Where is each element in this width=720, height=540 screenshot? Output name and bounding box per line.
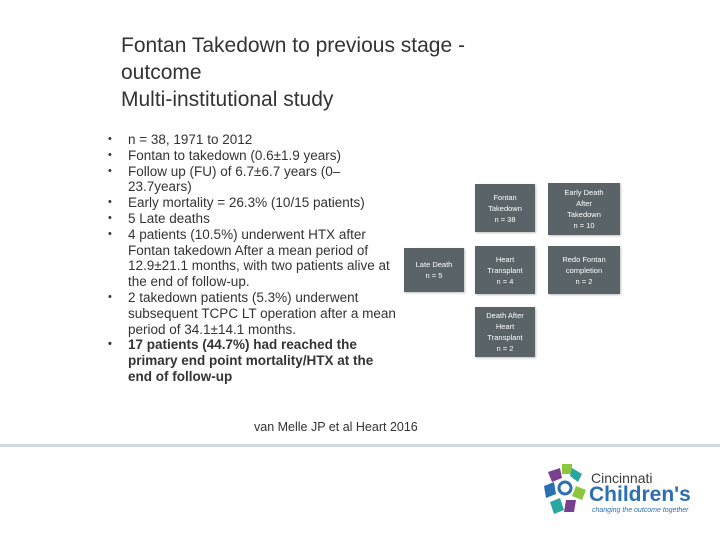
box-fontan-takedown (475, 184, 535, 232)
box-redo-fontan (548, 246, 620, 294)
box-death-after-ht-label: Death After Heart Transplant n = 2 (486, 311, 524, 353)
box-redo-fontan-label: Redo Fontan completion n = 2 (562, 254, 606, 286)
box-late-death (404, 248, 464, 292)
title-line-1: Fontan Takedown to previous stage - (121, 34, 465, 57)
bullet-item: • n = 38, 1971 to 2012 (108, 132, 398, 148)
box-heart-transplant (475, 246, 535, 294)
box-early-death-label: Early Death After Takedown n = 10 (564, 188, 604, 230)
logo-tagline: changing the outcome together (592, 507, 689, 514)
box-heart-transplant-label: Heart Transplant n = 4 (487, 254, 523, 286)
title-line-3: Multi-institutional study (121, 88, 334, 111)
logo-text-line1: Cincinnati (591, 470, 653, 486)
childrens-logo-icon (540, 460, 590, 520)
citation: van Melle JP et al Heart 2016 (254, 420, 418, 434)
cincinnati-childrens-logo (540, 458, 700, 518)
logo-text-line2: Children's (589, 483, 691, 506)
bullet-item: • 4 patients (10.5%) underwent HTX after Fontan takedown After a mean period of 12.9±21.1 months, with two patients alive at the end of follow-up. (108, 227, 398, 290)
box-death-after-heart-transplant (475, 307, 535, 357)
slide-title (121, 32, 551, 113)
box-fontan-takedown-label: Fontan Takedown n = 38 (488, 192, 522, 224)
footer-divider (0, 444, 720, 447)
bullet-item: • Early mortality = 26.3% (10/15 patients) (108, 195, 398, 211)
bullet-item: • 2 takedown patients (5.3%) underwent subsequent TCPC LT operation after a mean period of 34.1±14.1 months. (108, 290, 398, 337)
title-line-2: outcome (121, 61, 202, 84)
box-early-death (548, 183, 620, 235)
bullet-item: • 5 Late deaths (108, 211, 398, 227)
bullet-item: • Fontan to takedown (0.6±1.9 years) (108, 148, 398, 164)
bullet-item-key-result: • 17 patients (44.7%) had reached the primary end point mortality/HTX at the end of follow-up (108, 337, 398, 384)
box-late-death-label: Late Death n = 5 (415, 260, 453, 280)
bullet-list (108, 132, 398, 385)
bullet-item: • Follow up (FU) of 6.7±6.7 years (0–23.7years) (108, 164, 398, 196)
